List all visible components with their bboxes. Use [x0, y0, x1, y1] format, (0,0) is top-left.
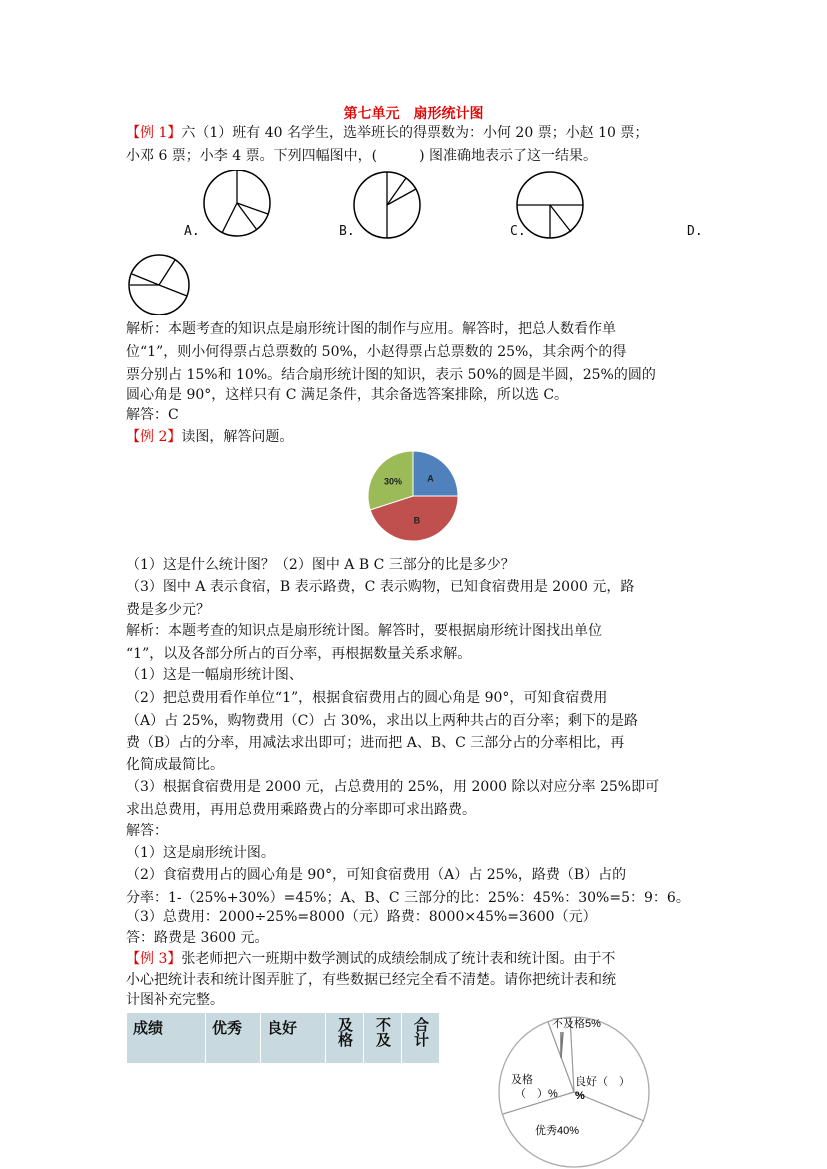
- example2-line: （1）这是什么统计图？（2）图中 A B C 三部分的比是多少？: [126, 557, 515, 573]
- pie-option-c: [517, 172, 583, 238]
- page-title: 第七单元 扇形统计图: [343, 106, 484, 122]
- example3-line1: 【例 3】张老师把六一班期中数学测试的成绩绘制成了统计表和统计图。由于不: [126, 951, 616, 967]
- pie-option-a: [204, 170, 270, 236]
- example2-line: （2）把总费用看作单位“1”，根据食宿费用占的圆心角是 90°，可知食宿费用: [126, 690, 608, 706]
- score-table: [126, 1012, 440, 1064]
- label-fail: 不及格5%: [552, 1018, 601, 1030]
- option-b-label: B.: [339, 224, 355, 239]
- label-good-pct: %: [575, 1090, 585, 1102]
- example2-line: （1）这是一幅扇形统计图、: [126, 667, 303, 683]
- example1-tag: 【例 1】: [126, 125, 182, 141]
- example2-line: 费是多少元？: [126, 602, 210, 618]
- example1-analysis-line: 解析：本题考查的知识点是扇形统计图的制作与应用。解答时，把总人数看作单: [126, 321, 616, 337]
- example2-line: 化简成最简比。: [126, 757, 224, 773]
- example2-line: （2）食宿费用占的圆心角是 90°，可知食宿费用（A）占 25%，路费（B）占的: [126, 867, 627, 883]
- example1-question-line1: 【例 1】六（1）班有 40 名学生，选举班长的得票数为：小何 20 票；小赵 10 票；: [126, 125, 649, 141]
- example2-line: 解析：本题考查的知识点是扇形统计图。解答时，要根据扇形统计图找出单位: [126, 623, 602, 639]
- pie-slice-0: [413, 451, 458, 496]
- example1-analysis-line: 票分别占 15%和 10%。结合扇形统计图的知识，表示 50%的圆是半圆，25%的圆的: [126, 367, 656, 383]
- example2-pie-chart: [367, 450, 467, 550]
- table-header-total: 合计: [402, 1013, 440, 1064]
- example2-line: （3）总费用：2000÷25%=8000（元）路费：8000×45%=3600（元）: [126, 909, 597, 925]
- option-d-label: D.: [687, 224, 703, 239]
- pie-slice-label: B: [413, 515, 421, 526]
- option-c-label: C.: [510, 224, 526, 239]
- example1-answer: 解答：C: [126, 407, 179, 423]
- label-good: 良好（ ）: [575, 1076, 630, 1088]
- table-row: [127, 1013, 440, 1064]
- table-header-pass: 及格: [326, 1013, 364, 1064]
- example2-line: “1”，以及各部分所占的百分率，再根据数量关系求解。: [126, 646, 472, 662]
- pie-slice-label: 30%: [383, 476, 402, 487]
- example1-analysis-line: 圆心角是 90°，这样只有 C 满足条件，其余备选答案排除，所以选 C。: [126, 387, 569, 403]
- table-header-fail: 不及: [364, 1013, 402, 1064]
- example2-tag: 【例 2】: [126, 429, 182, 445]
- table-header-excellent: 优秀: [206, 1013, 261, 1064]
- example2-line: （3）图中 A 表示食宿，B 表示路费，C 表示购物，已知食宿费用是 2000 元，路: [126, 579, 635, 595]
- pie-option-b: [354, 172, 420, 238]
- table-header-good: 良好: [261, 1013, 326, 1064]
- pointer-mark: [561, 1032, 563, 1058]
- label-pass: 及格: [511, 1074, 533, 1086]
- example2-line: 求出总费用，再用总费用乘路费占的分率即可求出路费。: [126, 802, 476, 818]
- option-a-label: A.: [184, 224, 200, 239]
- example2-line: 分率：1-（25%+30%）=45%；A、B、C 三部分的比：25%：45%：30%=5：9：6。: [126, 890, 690, 906]
- example3-line: 计图补充完整。: [126, 992, 224, 1008]
- example3-line: 小心把统计表和统计图弄脏了，有些数据已经完全看不清楚。请你把统计表和统: [126, 972, 616, 988]
- example2-line: 答：路费是 3600 元。: [126, 930, 269, 946]
- example2-line: 费（B）占的分率，用减法求出即可；进而把 A、B、C 三部分占的分率相比，再: [126, 735, 625, 751]
- example3-tag: 【例 3】: [126, 951, 182, 967]
- example2-line: （A）占 25%，购物费用（C）占 30%，求出以上两种共占的百分率；剩下的是路: [126, 713, 638, 729]
- example1-analysis-line: 位“1”，则小何得票占总票数的 50%，小赵得票占总票数的 25%，其余两个的得: [126, 344, 627, 360]
- pie-slice-label: A: [427, 473, 434, 484]
- example1-option-pies: [0, 170, 827, 315]
- example2-header: 【例 2】读图，解答问题。: [126, 429, 294, 445]
- label-excellent: 优秀40%: [535, 1125, 580, 1137]
- example3-pie-chart: [495, 1010, 665, 1169]
- label-pass-pct: （ ）%: [515, 1088, 558, 1100]
- example2-line: 解答：: [126, 823, 168, 839]
- example2-line: （1）这是扇形统计图。: [126, 845, 275, 861]
- example1-question-line2: 小邓 6 票；小李 4 票。下列四幅图中，( ) 图准确地表示了这一结果。: [126, 148, 597, 164]
- pie-option-d: [129, 255, 189, 315]
- table-header-grade: 成绩: [127, 1013, 206, 1064]
- example2-line: （3）根据食宿费用是 2000 元，占总费用的 25%，用 2000 除以对应分率 25%即可: [126, 779, 660, 795]
